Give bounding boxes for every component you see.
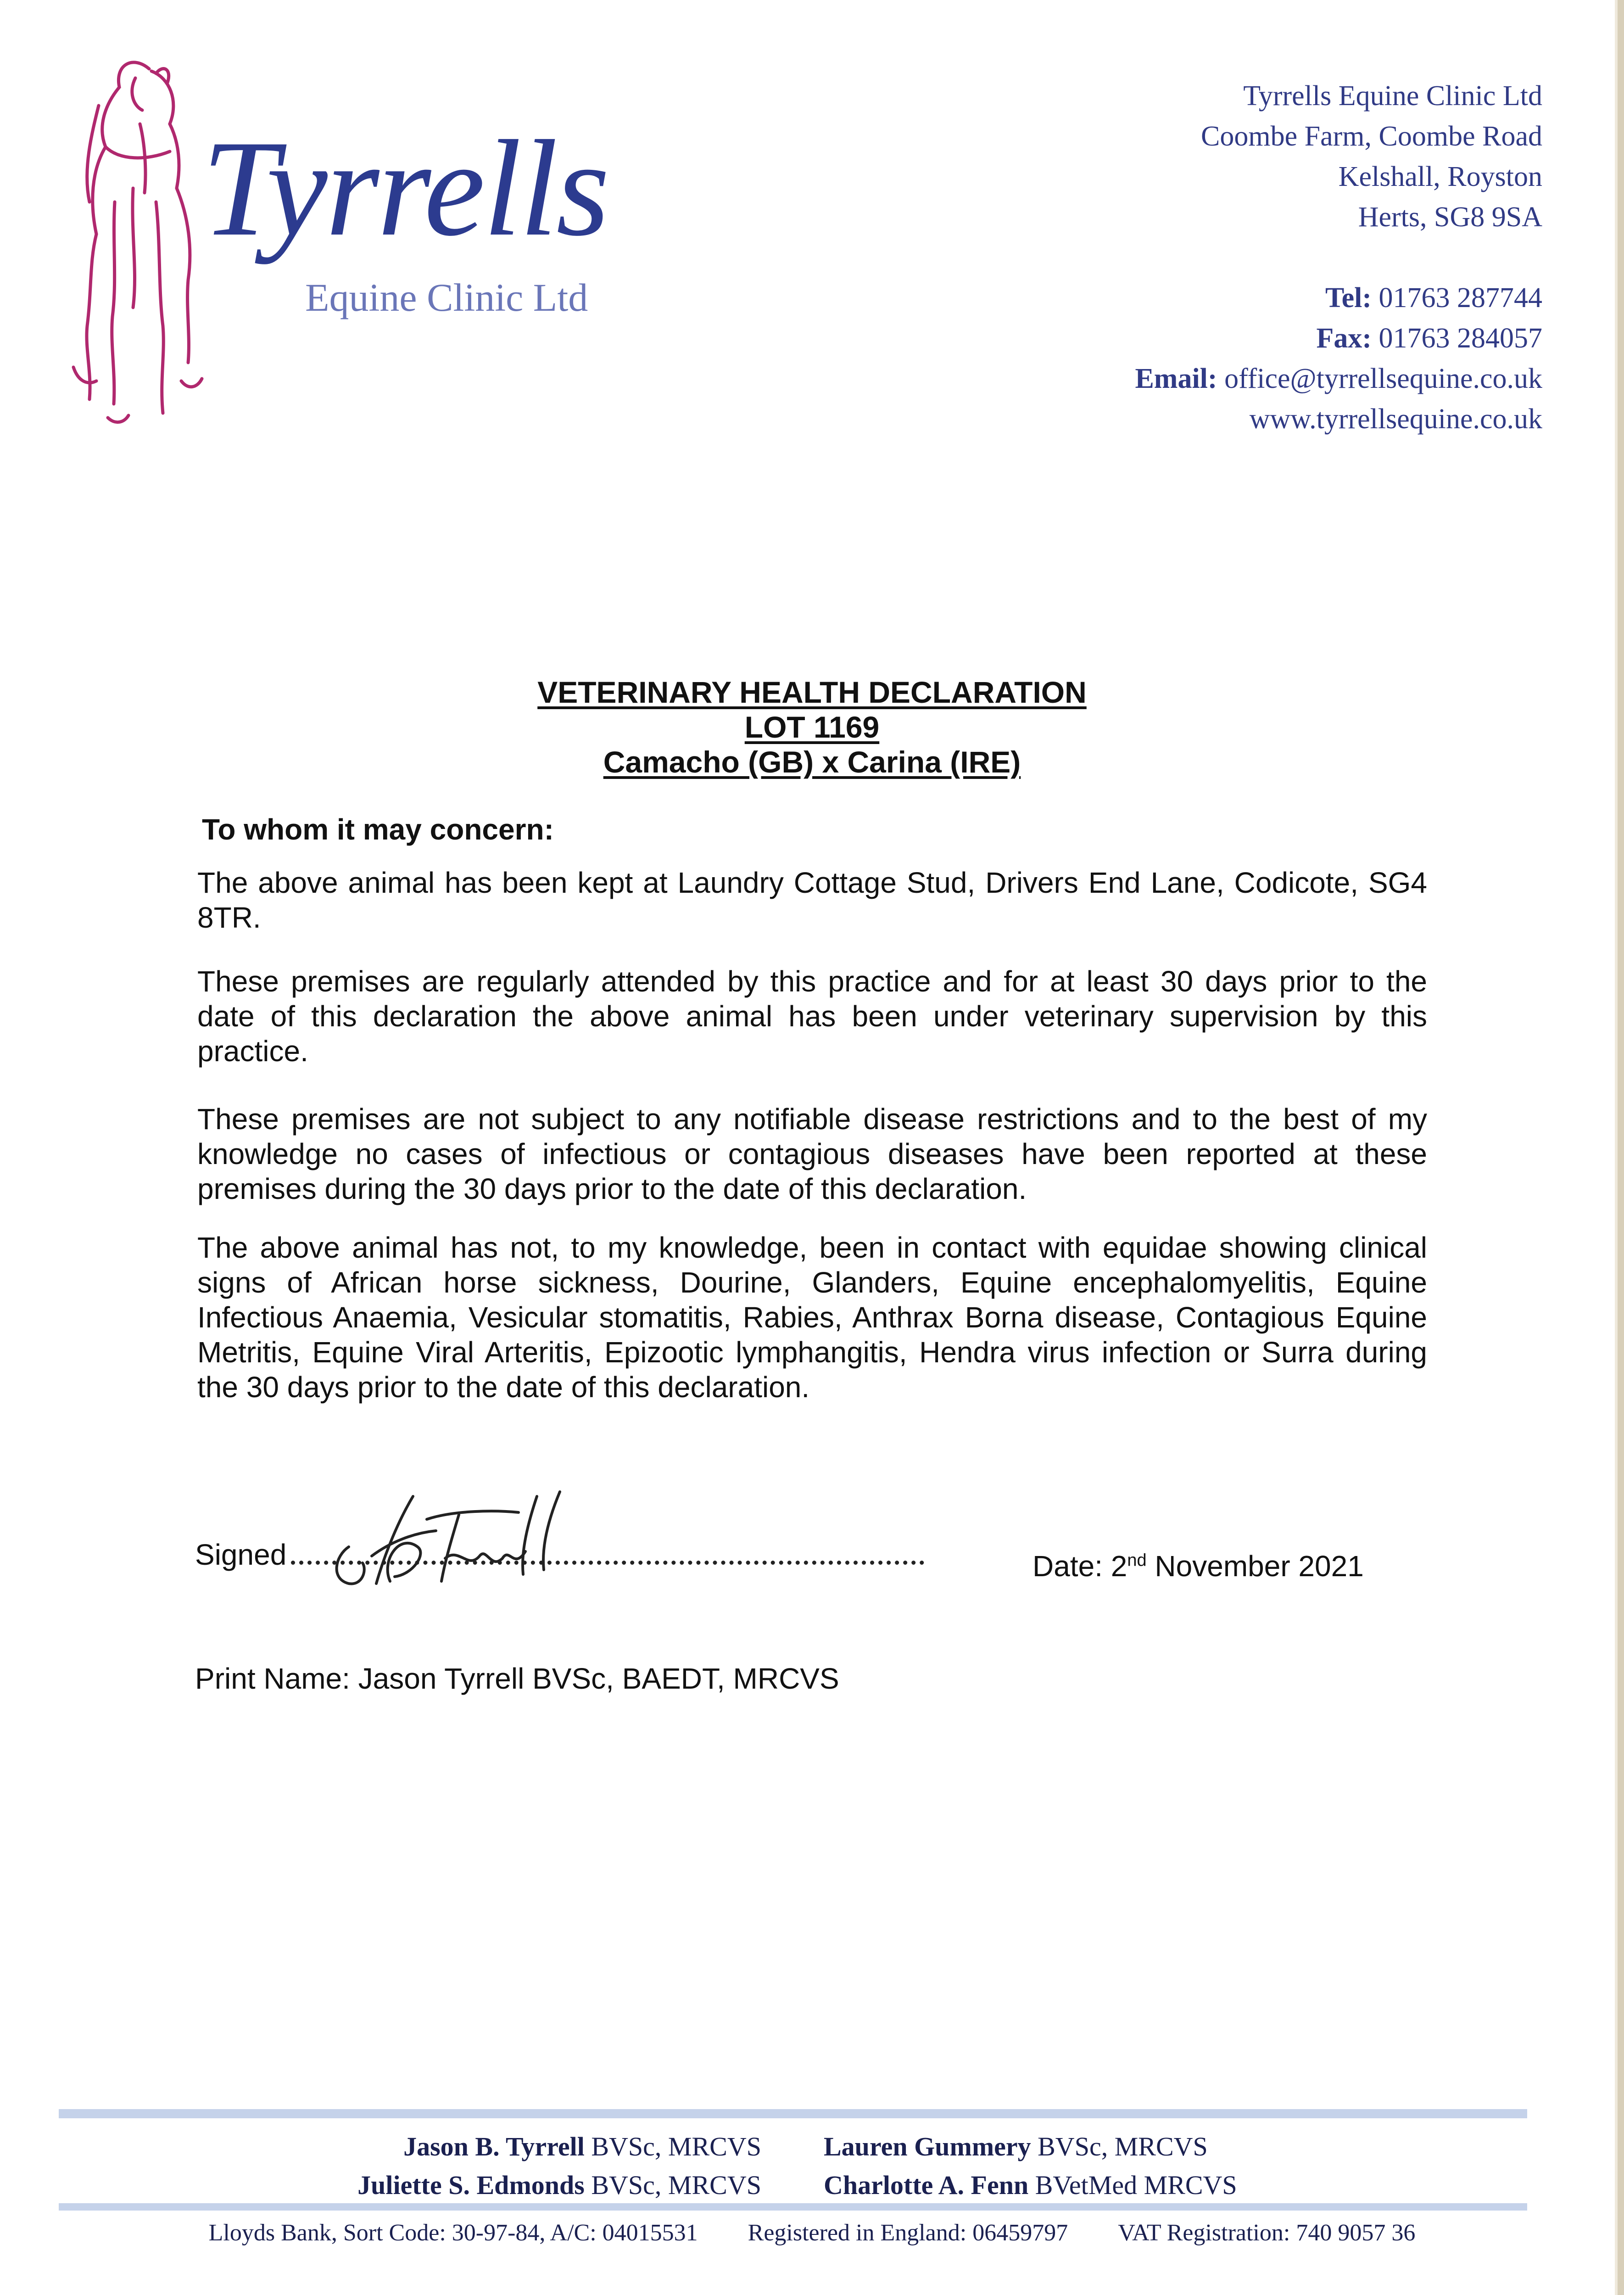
page-edge [1618, 0, 1624, 2295]
staff-name: Lauren Gummery [824, 2132, 1031, 2161]
company-registration-line [0, 2219, 1624, 2246]
footer-rule-bottom [59, 2203, 1527, 2211]
fax-value: 01763 284057 [1378, 323, 1542, 354]
tel-value: 01763 287744 [1378, 282, 1542, 313]
paragraph: These premises are regularly attended by this practice and for at least 30 days prior to the date of this declaration the above animal has been under veterinary supervision by this practice. [197, 965, 1427, 1068]
address-line: Coombe Farm, Coombe Road [1201, 121, 1542, 152]
website-link[interactable]: www.tyrrellsequine.co.uk [1249, 403, 1542, 435]
staff-list-left [357, 2127, 761, 2205]
address-line: Kelshall, Royston [1338, 161, 1542, 192]
staff-quals: BVSc, MRCVS [591, 2170, 761, 2200]
clinic-logo [64, 50, 615, 427]
paragraph: The above animal has not, to my knowledge, been in contact with equidae showing clinical signs of African horse sickness, Dourine, Glanders, Equine encephalomyelitis, Equine Infectious Anaemia, Vesicular stomatitis, Rabies, Anthrax Borna disease, Contagious Equine Metritis, Equine Viral Arteritis, Epizootic lymphangitis, Hendra virus infection or Surra during the 30 days prior to the date of this declaration. [197, 1231, 1427, 1404]
staff-quals: BVetMed MRCVS [1035, 2170, 1237, 2200]
title-line: VETERINARY HEALTH DECLARATION [537, 675, 1087, 709]
tel-label: Tel: [1325, 282, 1372, 313]
company-registration: Registered in England: 06459797 [748, 2220, 1068, 2246]
horse-pedigree: Camacho (GB) x Carina (IRE) [603, 745, 1021, 779]
date-day: 2 [1111, 1550, 1127, 1583]
declaration-date [1032, 1549, 1364, 1583]
bank-details: Lloyds Bank, Sort Code: 30-97-84, A/C: 04015531 [208, 2220, 698, 2246]
signed-label: Signed [195, 1538, 287, 1571]
staff-quals: BVSc, MRCVS [1038, 2132, 1208, 2161]
lot-number: LOT 1169 [744, 710, 880, 744]
logo-wordmark: Tyrrells [202, 112, 608, 264]
email-value[interactable]: office@tyrrellsequine.co.uk [1224, 363, 1542, 394]
clinic-address-block [1135, 76, 1542, 439]
date-month-year: November 2021 [1155, 1550, 1364, 1583]
salutation: To whom it may concern: [202, 813, 554, 846]
handwritten-signature-icon [321, 1478, 606, 1597]
date-suffix: nd [1127, 1551, 1147, 1570]
telephone-line [1135, 278, 1542, 318]
horse-logo-icon [64, 50, 216, 427]
address-line: Tyrrells Equine Clinic Ltd [1243, 80, 1542, 112]
fax-line [1135, 318, 1542, 358]
staff-name: Juliette S. Edmonds [357, 2170, 585, 2200]
logo-subtitle: Equine Clinic Ltd [305, 275, 588, 319]
email-label: Email: [1135, 363, 1217, 394]
date-label: Date: [1032, 1550, 1103, 1583]
staff-entry [357, 2127, 761, 2166]
staff-entry [824, 2127, 1237, 2166]
staff-list-right [824, 2127, 1237, 2205]
address-line: Herts, SG8 9SA [1358, 202, 1542, 233]
staff-name: Jason B. Tyrrell [403, 2132, 585, 2161]
paragraph: The above animal has been kept at Laundry Cottage Stud, Drivers End Lane, Codicote, SG4 8TR. [197, 866, 1427, 934]
staff-name: Charlotte A. Fenn [824, 2170, 1029, 2200]
vat-registration: VAT Registration: 740 9057 36 [1118, 2220, 1416, 2246]
email-line [1135, 358, 1542, 399]
staff-entry [357, 2166, 761, 2205]
paragraph: These premises are not subject to any notifiable disease restrictions and to the best of my knowledge no cases of infectious or contagious diseases have been reported at these premises during the 30 days prior to the date of this declaration. [197, 1103, 1427, 1205]
footer-rule-top [59, 2109, 1527, 2118]
print-name: Print Name: Jason Tyrrell BVSc, BAEDT, MRCVS [195, 1662, 839, 1695]
declaration-title [0, 675, 1624, 779]
staff-entry [824, 2166, 1237, 2205]
fax-label: Fax: [1316, 323, 1372, 354]
staff-quals: BVSc, MRCVS [591, 2132, 761, 2161]
